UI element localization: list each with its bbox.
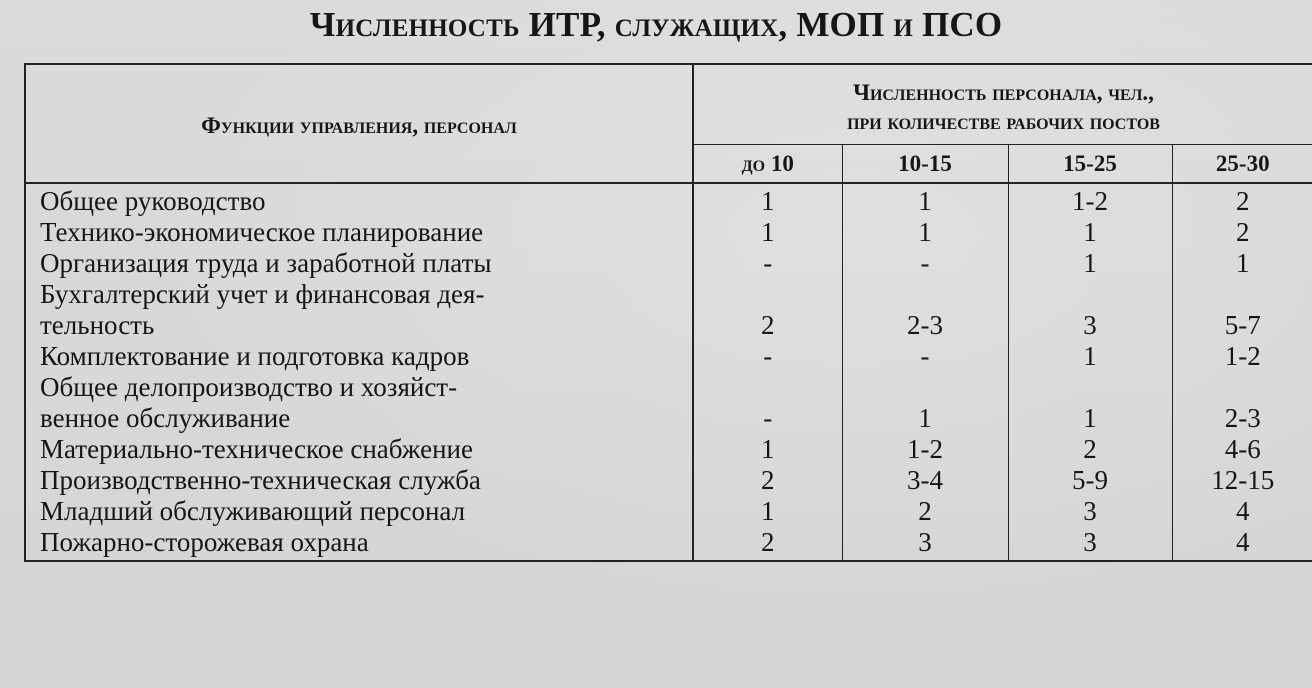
value-cell: 2-3: [1172, 372, 1312, 434]
value-cell: 1: [1008, 341, 1172, 372]
value-cell: 2: [1172, 183, 1312, 217]
value-cell: 5-9: [1008, 465, 1172, 496]
row-label-line: Технико-экономическое планирование: [40, 217, 484, 247]
value-cell: 1: [761, 496, 775, 526]
value-cell: 2: [693, 527, 842, 561]
table-row: [25, 341, 1312, 372]
row-label: [25, 527, 693, 561]
row-label: [25, 248, 693, 279]
value-cell: 1: [1008, 248, 1172, 279]
value-cell: 2: [1172, 217, 1312, 248]
table-row: [25, 217, 1312, 248]
value-cell: -: [763, 403, 773, 433]
table-row: [25, 372, 1312, 434]
header-staff-count-line1: Численность персонала, чел.,: [853, 80, 1154, 106]
column-header-posts: 25-30: [1172, 144, 1312, 183]
value-cell: 2: [1008, 434, 1172, 465]
table-title: Численность ИТР, служащих, МОП и ПСО: [309, 5, 1003, 44]
row-label-line: Общее руководство: [40, 186, 266, 216]
table-row: [25, 248, 1312, 279]
value-cell: 4: [1172, 496, 1312, 527]
value-cell: -: [842, 341, 1008, 372]
row-label-line: Общее делопроизводство и хозяйст-: [40, 372, 458, 402]
column-header-posts: 15-25: [1008, 144, 1172, 183]
value-cell: 3: [1008, 527, 1172, 561]
value-cell: 12-15: [1172, 465, 1312, 496]
row-label: [25, 372, 693, 434]
table-row: [25, 465, 1312, 496]
row-label: [25, 279, 693, 341]
row-label-line: Материально-техническое снабжение: [40, 434, 473, 464]
value-cell: 1: [1008, 372, 1172, 434]
header-functions: Функции управления, персонал: [25, 64, 693, 183]
row-label-line: Производственно-техническая служба: [40, 465, 481, 495]
value-cell: 4-6: [1172, 434, 1312, 465]
value-cell: 1: [1172, 248, 1312, 279]
value-cell: 1: [842, 217, 1008, 248]
value-cell: 3: [1008, 496, 1172, 527]
value-cell: 2-3: [842, 279, 1008, 341]
row-label: [25, 217, 693, 248]
row-label: [25, 496, 693, 527]
column-header-posts: до 10: [693, 144, 842, 183]
table-row: [25, 434, 1312, 465]
table-row: [25, 183, 1312, 217]
table-body: [25, 183, 1312, 561]
row-label-line: Организация труда и заработной платы: [40, 248, 492, 278]
value-cell: 1: [842, 372, 1008, 434]
staff-table: [24, 63, 1312, 562]
header-staff-count-line2: при количестве рабочих постов: [847, 109, 1160, 135]
row-label: [25, 434, 693, 465]
value-cell: 4: [1172, 527, 1312, 561]
value-cell: 1: [842, 183, 1008, 217]
row-label-line: Младший обслуживающий персонал: [40, 496, 466, 526]
value-cell: 5-7: [1172, 279, 1312, 341]
table-row: [25, 279, 1312, 341]
row-label: [25, 465, 693, 496]
row-label-line: Пожарно-сторожевая охрана: [40, 527, 369, 557]
value-cell: 3-4: [842, 465, 1008, 496]
value-cell: 1-2: [1172, 341, 1312, 372]
header-staff-count: [693, 64, 1312, 144]
value-cell: -: [763, 341, 773, 371]
row-label-line: тельность: [40, 310, 155, 340]
value-cell: 3: [1008, 279, 1172, 341]
value-cell: 1: [761, 186, 775, 216]
value-cell: 3: [842, 527, 1008, 561]
row-label: [25, 341, 693, 372]
table-row: [25, 496, 1312, 527]
value-cell: 1: [761, 217, 775, 247]
row-label-line: Бухгалтерский учет и финансовая дея-: [40, 279, 485, 309]
value-cell: 2: [842, 496, 1008, 527]
value-cell: -: [763, 248, 773, 278]
row-label: [25, 183, 693, 217]
value-cell: 1-2: [1008, 183, 1172, 217]
table-row: [25, 527, 1312, 561]
row-label-line: венное обслуживание: [40, 403, 291, 433]
row-label-line: Комплектование и подготовка кадров: [40, 341, 470, 371]
value-cell: 1: [1008, 217, 1172, 248]
value-cell: 1-2: [842, 434, 1008, 465]
column-header-posts: 10-15: [842, 144, 1008, 183]
value-cell: 2: [761, 310, 775, 340]
value-cell: -: [842, 248, 1008, 279]
value-cell: 2: [761, 465, 775, 495]
value-cell: 1: [761, 434, 775, 464]
